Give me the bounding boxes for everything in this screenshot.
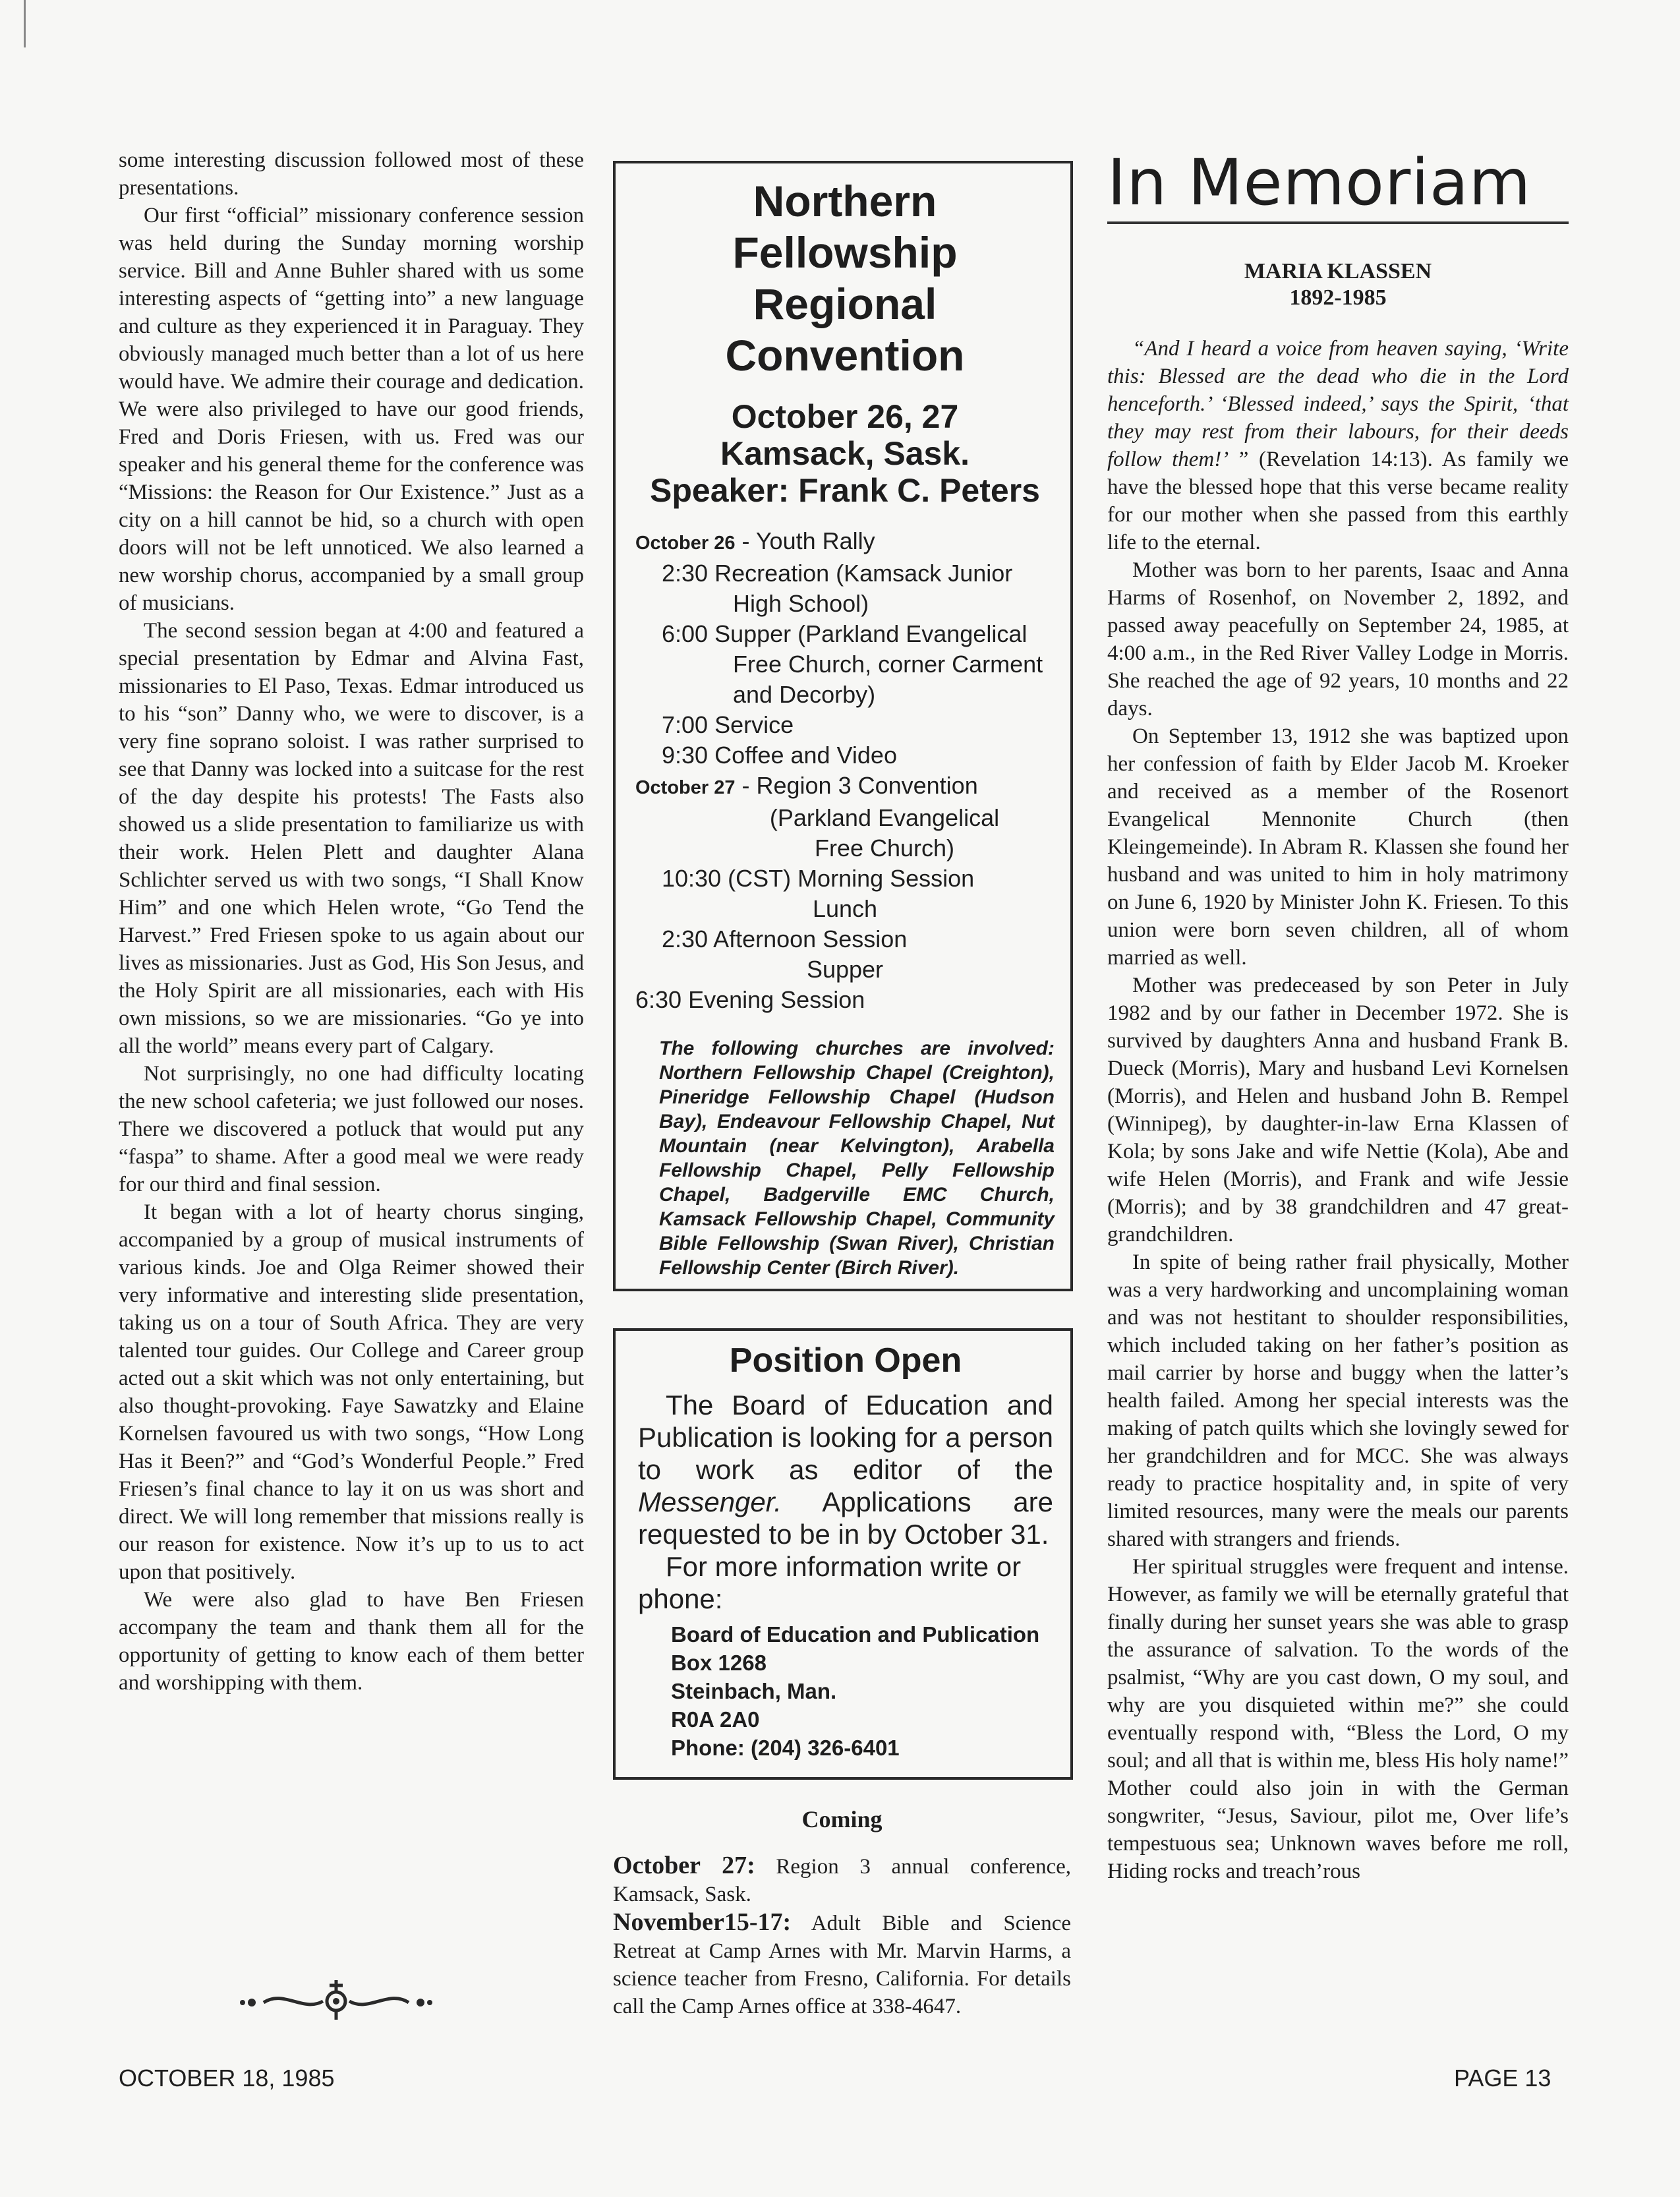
schedule-item-cont: Supper — [806, 956, 884, 983]
convention-title-line: Regional — [753, 279, 937, 328]
address-line: Board of Education and Publication — [671, 1622, 1040, 1647]
event-date: November15-17: — [613, 1908, 792, 1936]
scripture-quote: “And I heard a voice from heaven saying, ‘Write this: Blessed are the dead who die in the Lord henceforth.’ ‘Blessed indeed,’ says the Spirit, ‘that they may rest from their labours, for their deeds follow them!’ ” — [1107, 337, 1569, 471]
memoriam-section — [1107, 146, 1569, 1885]
day-title: - Youth Rally — [735, 527, 875, 554]
schedule-item: 6:30 Evening Session — [635, 986, 865, 1013]
paragraph — [1107, 335, 1569, 556]
paragraph: Her spiritual struggles were frequent and intense. However, as family we will be eternally grateful that finally during her sunset years she was able to grasp the assurance of salvation. To the words of the psalmist, “Why are you cast down, O my soul, and why are you disquieted within me?” she could eventually respond with, “Bless the Lord, O my soul; and all that is within me, bless His holy name!” Mother could also join in with the German songwriter, “Jesus, Saviour, pilot me, Over life’s tempestuous sea; Unknown waves before me roll, Hiding rocks and treach’rous — [1107, 1555, 1569, 1883]
convention-title-line: Northern — [753, 177, 937, 225]
address-line: Steinbach, Man. — [671, 1679, 837, 1703]
issue-date: OCTOBER 18, 1985 — [119, 2065, 335, 2092]
day-label: October 27 — [635, 777, 736, 798]
deceased-name: MARIA KLASSEN — [1244, 259, 1432, 283]
position-open-notice — [613, 1328, 1073, 1780]
convention-date: October 26, 27 — [731, 398, 959, 435]
event-text: Adult Bible and Science Retreat at Camp Arnes with Mr. Marvin Harms, a science teacher from Fresno, California. For details call the Camp Arnes office at 338-4647. — [613, 1912, 1071, 2018]
paragraph-text: (Revelation 14:13). As family we have the blessed hope that this verse became reality for our mother when she passed from this earthly life to the eternal. — [1107, 448, 1569, 554]
schedule-day — [635, 526, 1055, 558]
event-item — [613, 1852, 1071, 1908]
schedule-item: 6:00 Supper (Parkland Evangelical — [662, 620, 1028, 647]
schedule-item: 7:00 Service — [662, 711, 794, 738]
schedule-day — [635, 771, 1055, 803]
churches-list: The following churches are involved: Northern Fellowship Chapel (Creighton), Pineridge Fellowship Chapel (Hudson Bay), Endeavour Fellowship Chapel, Nut Mountain (near Kelvington), Arabella Fellowship Chapel, Pelly Fellowship Chapel, Badgerville EMC Church, Kamsack Fellowship Chapel, Community Bible Fellowship (Swan River), Christian Fellowship Center (Birch River). — [659, 1038, 1055, 1279]
schedule-item: 2:30 Afternoon Session — [662, 925, 908, 952]
convention-title-line: Fellowship — [732, 228, 958, 277]
position-title: Position Open — [729, 1341, 962, 1380]
address-line: Box 1268 — [671, 1651, 767, 1675]
event-text: Region 3 annual conference, Kamsack, Sask. — [613, 1855, 1071, 1906]
coming-title: Coming — [801, 1806, 883, 1832]
schedule-item-cont: High School) — [733, 590, 869, 617]
schedule-item-cont: (Parkland Evangelical — [769, 804, 1000, 831]
paragraph: We were also glad to have Ben Friesen accompany the team and thank them all for the opportunity of getting to know each of them better and worshipping with them. — [119, 1588, 584, 1695]
contact-address — [638, 1620, 1053, 1762]
position-text-part: The Board of Education and Publication is looking for a person to work as editor of the — [638, 1390, 1053, 1485]
schedule-item: 2:30 Recreation (Kamsack Junior — [662, 560, 1013, 587]
article-continuation — [119, 146, 584, 1697]
coming-events — [613, 1803, 1071, 2020]
life-years: 1892-1985 — [1289, 285, 1387, 310]
margin-line — [24, 0, 26, 47]
position-text-part: Applications are requested to be in by October 31. — [638, 1486, 1053, 1550]
convention-title-line: Convention — [725, 331, 965, 380]
position-text — [638, 1389, 1053, 1615]
schedule-item: 10:30 (CST) Morning Session — [662, 865, 975, 892]
day-title: - Region 3 Convention — [735, 772, 978, 799]
address-line: R0A 2A0 — [671, 1707, 760, 1732]
schedule-item-cont: Free Church) — [814, 835, 955, 862]
paragraph: It began with a lot of hearty chorus singing, accompanied by a group of musical instruments of various kinds. Joe and Olga Reimer showed their very informative and interesting slide presentation, taking us on a tour of South Africa. They are very talented tour guides. Our College and Career group acted out a skit which was not only entertaining, but also thought-provoking. Faye Sawatzky and Elaine Kornelsen favoured us with two songs, “How Long Has it Been?” and “God’s Wonderful People.” Fred Friesen’s final chance to lay it on us was short and direct. We will long remember that missions really is our reason for existence. Now it’s up to us to act upon that positively. — [119, 1200, 584, 1584]
paragraph: Our first “official” missionary conference session was held during the Sunday morning worship service. Bill and Anne Buhler shared with us some interesting aspects of “getting into” a new language and culture as they experienced it in Paraguay. They obviously managed much better than a lot of us here would have. We admire their courage and dedication. We were also privileged to have our good friends, Fred and Doris Friesen, with us. Fred was our speaker and his general theme for the conference was “Missions: the Reason for Our Existence.” Just as a city on a hill cannot be hid, so a church with open doors will not be left unnoticed. We also learned a new worship chorus, accompanied by a small group of musicians. — [119, 204, 584, 615]
convention-place: Kamsack, Sask. — [720, 435, 970, 472]
paragraph: some interesting discussion followed most of these presentations. — [119, 148, 584, 200]
publication-name: Messenger. — [638, 1486, 782, 1517]
paragraph: Not surprisingly, no one had difficulty locating the new school cafeteria; we just followed our noses. There we discovered a potluck that would put any “faspa” to shame. After a good meal we were ready for our third and final session. — [119, 1062, 584, 1196]
schedule-item-cont: Free Church, corner Carment — [733, 651, 1043, 678]
obituary-text — [1107, 335, 1569, 1885]
paragraph: On September 13, 1912 she was baptized upon her confession of faith by Elder Jacob M. Kroeker and received as a member of the Rosenort Evangelical Mennonite Church (then Kleingemeinde). In Abram R. Klassen she found her husband and was united to him in holy matrimony on June 6, 1920 by Minister John K. Friesen. To this union were born seven children, all of whom married as well. — [1107, 724, 1569, 970]
paragraph: In spite of being rather frail physically, Mother was a very hardworking and uncomplaining woman and was not hestitant to shoulder responsibilities, which included taking on her father’s position as mail carrier by horse and buggy when the latter’s health failed. Among her special interests was the making of patch quilts which she lovingly sewed for her grandchildren and for MCC. She was always ready to practice hospitality and, in spite of very limited resources, many were the meals our parents shared with strangers and friends. — [1107, 1250, 1569, 1551]
event-date: October 27: — [613, 1852, 755, 1879]
schedule-item-cont: Lunch — [812, 895, 878, 922]
convention-speaker: Speaker: Frank C. Peters — [650, 472, 1040, 509]
paragraph: Mother was born to her parents, Isaac and Anna Harms of Rosenhof, on November 2, 1892, and passed away peacefully on September 24, 1985, at 4:00 a.m., in the Red River Valley Lodge in Morris. She reached the age of 92 years, 10 months and 22 days. — [1107, 558, 1569, 720]
position-paragraph: For more information write or phone: — [638, 1551, 1022, 1614]
section-title: In Memoriam — [1107, 146, 1569, 224]
page-number: PAGE 13 — [1454, 2065, 1551, 2092]
paragraph: The second session began at 4:00 and featured a special presentation by Edmar and Alvina Fast, missionaries to El Paso, Texas. Edmar introduced us to his “son” Danny who, we were to discover, is a very fine soprano soloist. I was rather surprised to see that Danny was locked into a suitcase for the rest of the day despite his protests! The Fasts also showed us a slide presentation to familiarize us with their work. Helen Plett and daughter Alana Schlichter served us with two songs, “I Shall Know Him” and one which Helen wrote, “Go Tend the Harvest.” Fred Friesen spoke to us again about our lives as missionaries. Just as God, His Son Jesus, and the Holy Spirit are all missionaries, each with His own missions, so we are missionaries. “Go ye into all the world” means every part of Calgary. — [119, 619, 584, 1058]
phone-number: Phone: (204) 326-6401 — [671, 1736, 900, 1760]
day-label: October 26 — [635, 533, 736, 554]
paragraph: Mother was predeceased by son Peter in July 1982 and by our father in December 1972. She is survived by daughters Anna and husband Frank B. Dueck (Morris), Mary and husband Levi Kornelsen (Morris), and Helen and husband John B. Rempel (Winnipeg), by daughter-in-law Erna Klassen of Kola; by sons Jake and wife Nettie (Kola), Abe and wife Helen (Morris), and Frank and wife Jessie (Morris); and by 38 grandchildren and 47 great-grandchildren. — [1107, 974, 1569, 1246]
schedule-item: 9:30 Coffee and Video — [662, 742, 897, 769]
event-item — [613, 1908, 1071, 2020]
convention-announcement — [613, 161, 1073, 1291]
schedule-item-cont: and Decorby) — [733, 681, 876, 708]
position-paragraph — [638, 1389, 1053, 1550]
ornament-divider-icon — [237, 1976, 435, 2022]
schedule — [635, 526, 1055, 1015]
